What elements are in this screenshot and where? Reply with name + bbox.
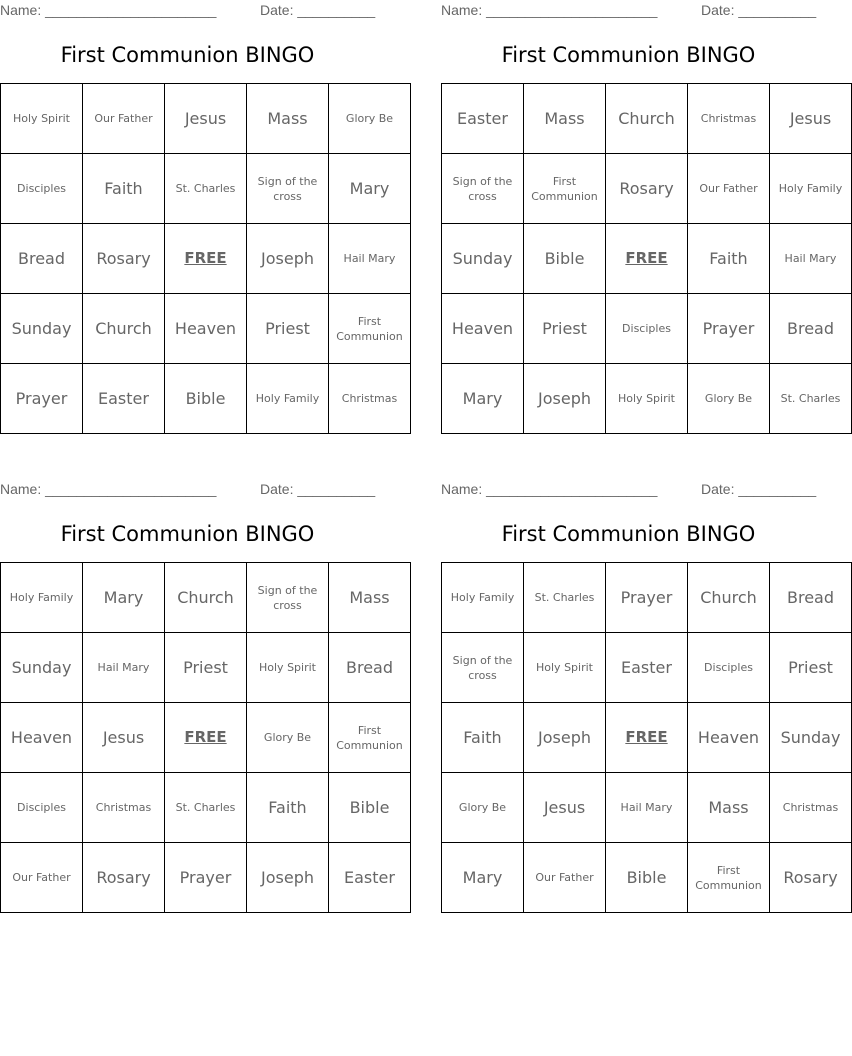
bingo-cell: Mass	[688, 773, 770, 843]
grid-row	[442, 294, 852, 364]
bingo-cell: Hail Mary	[83, 633, 165, 703]
grid-row	[442, 364, 852, 434]
bingo-cell: Heaven	[1, 703, 83, 773]
bingo-cell: Church	[165, 563, 247, 633]
bingo-cell: Priest	[165, 633, 247, 703]
bingo-cell: Easter	[606, 633, 688, 703]
free-cell: FREE	[165, 703, 247, 773]
bingo-cell: Glory Be	[329, 84, 411, 154]
bingo-cell: Jesus	[524, 773, 606, 843]
grid-row	[442, 154, 852, 224]
name-field: Name: ______________________	[0, 481, 217, 497]
grid-row	[1, 773, 411, 843]
bingo-cell: Bread	[770, 563, 852, 633]
bingo-cell: Disciples	[1, 773, 83, 843]
card-header	[441, 481, 816, 499]
bingo-cell: Easter	[329, 843, 411, 913]
bingo-card-2	[441, 0, 843, 440]
bingo-cell: Rosary	[770, 843, 852, 913]
grid-row	[442, 633, 852, 703]
bingo-grid	[0, 562, 411, 913]
card-title: First Communion BINGO	[501, 522, 756, 546]
bingo-cell: St. Charles	[165, 154, 247, 224]
bingo-cell: First Communion	[329, 703, 411, 773]
bingo-cell: Faith	[83, 154, 165, 224]
bingo-cell: First Communion	[524, 154, 606, 224]
bingo-cell: Christmas	[329, 364, 411, 434]
bingo-cell: Rosary	[83, 843, 165, 913]
bingo-cell: Faith	[247, 773, 329, 843]
bingo-cell: Mary	[329, 154, 411, 224]
bingo-cell: Priest	[247, 294, 329, 364]
bingo-grid	[441, 562, 852, 913]
grid-row	[442, 84, 852, 154]
bingo-cell: Holy Family	[442, 563, 524, 633]
bingo-card-4	[441, 479, 841, 919]
bingo-cell: Christmas	[770, 773, 852, 843]
bingo-cell: Our Father	[688, 154, 770, 224]
bingo-cell: Holy Family	[247, 364, 329, 434]
grid-row	[442, 563, 852, 633]
bingo-cell: Heaven	[688, 703, 770, 773]
bingo-cell: Glory Be	[442, 773, 524, 843]
bingo-cell: Holy Family	[770, 154, 852, 224]
bingo-cell: Sunday	[442, 224, 524, 294]
bingo-cell: Rosary	[83, 224, 165, 294]
bingo-cell: St. Charles	[165, 773, 247, 843]
free-cell: FREE	[165, 224, 247, 294]
bingo-cell: Sign of the cross	[442, 154, 524, 224]
grid-row	[1, 703, 411, 773]
bingo-cell: Joseph	[247, 843, 329, 913]
bingo-cell: Holy Spirit	[247, 633, 329, 703]
bingo-cell: Bible	[606, 843, 688, 913]
grid-row	[1, 84, 411, 154]
card-title: First Communion BINGO	[60, 43, 315, 67]
bingo-cell: Church	[83, 294, 165, 364]
bingo-cell: Bible	[524, 224, 606, 294]
bingo-cell: Heaven	[165, 294, 247, 364]
bingo-card-1	[0, 0, 403, 440]
bingo-cell: Sunday	[770, 703, 852, 773]
bingo-cell: Joseph	[524, 364, 606, 434]
bingo-cell: Prayer	[1, 364, 83, 434]
bingo-cell: Faith	[442, 703, 524, 773]
bingo-cell: Mass	[524, 84, 606, 154]
card-title: First Communion BINGO	[60, 522, 315, 546]
bingo-cell: Holy Spirit	[606, 364, 688, 434]
bingo-cell: St. Charles	[770, 364, 852, 434]
free-cell: FREE	[606, 224, 688, 294]
bingo-cell: Hail Mary	[606, 773, 688, 843]
bingo-cell: Sign of the cross	[247, 154, 329, 224]
bingo-cell: First Communion	[329, 294, 411, 364]
grid-row	[1, 294, 411, 364]
bingo-cell: Prayer	[606, 563, 688, 633]
date-field: Date: __________	[260, 481, 376, 497]
grid-row	[442, 843, 852, 913]
bingo-cell: Glory Be	[247, 703, 329, 773]
bingo-cell: Prayer	[165, 843, 247, 913]
bingo-cell: Glory Be	[688, 364, 770, 434]
grid-row	[1, 364, 411, 434]
bingo-card-3	[0, 479, 403, 919]
grid-row	[1, 563, 411, 633]
bingo-cell: Joseph	[524, 703, 606, 773]
grid-row	[442, 773, 852, 843]
bingo-cell: Bread	[1, 224, 83, 294]
date-field: Date: __________	[701, 481, 817, 497]
bingo-grid	[0, 83, 411, 434]
bingo-cell: Disciples	[606, 294, 688, 364]
bingo-cell: Mary	[442, 364, 524, 434]
name-field: Name: ______________________	[0, 2, 217, 18]
bingo-cell: Sign of the cross	[442, 633, 524, 703]
bingo-cell: Sunday	[1, 633, 83, 703]
bingo-cell: Mary	[442, 843, 524, 913]
bingo-cell: Priest	[524, 294, 606, 364]
bingo-cell: Holy Spirit	[524, 633, 606, 703]
bingo-cell: Faith	[688, 224, 770, 294]
grid-row	[442, 224, 852, 294]
bingo-cell: Rosary	[606, 154, 688, 224]
bingo-cell: Mass	[247, 84, 329, 154]
bingo-cell: Disciples	[1, 154, 83, 224]
name-field: Name: ______________________	[441, 2, 658, 18]
bingo-cell: Jesus	[770, 84, 852, 154]
bingo-cell: Holy Spirit	[1, 84, 83, 154]
bingo-cell: Disciples	[688, 633, 770, 703]
free-cell: FREE	[606, 703, 688, 773]
date-field: Date: __________	[260, 2, 376, 18]
card-title: First Communion BINGO	[501, 43, 756, 67]
bingo-cell: Our Father	[1, 843, 83, 913]
grid-row	[1, 224, 411, 294]
bingo-cell: Easter	[83, 364, 165, 434]
grid-row	[1, 154, 411, 224]
bingo-cell: Heaven	[442, 294, 524, 364]
name-field: Name: ______________________	[441, 481, 658, 497]
date-field: Date: __________	[701, 2, 817, 18]
bingo-cell: Sign of the cross	[247, 563, 329, 633]
bingo-cell: Church	[606, 84, 688, 154]
bingo-cell: Christmas	[83, 773, 165, 843]
bingo-cell: Mary	[83, 563, 165, 633]
bingo-cell: Church	[688, 563, 770, 633]
grid-row	[1, 633, 411, 703]
bingo-cell: Jesus	[165, 84, 247, 154]
bingo-cell: St. Charles	[524, 563, 606, 633]
bingo-cell: Jesus	[83, 703, 165, 773]
bingo-cell: Mass	[329, 563, 411, 633]
bingo-cell: Bible	[165, 364, 247, 434]
bingo-grid	[441, 83, 852, 434]
bingo-cell: Easter	[442, 84, 524, 154]
bingo-cell: First Communion	[688, 843, 770, 913]
card-header	[441, 2, 816, 20]
bingo-cell: Bread	[770, 294, 852, 364]
bingo-cell: Christmas	[688, 84, 770, 154]
grid-row	[442, 703, 852, 773]
bingo-cell: Bread	[329, 633, 411, 703]
bingo-cell: Priest	[770, 633, 852, 703]
card-header	[0, 481, 375, 499]
bingo-cell: Holy Family	[1, 563, 83, 633]
bingo-cell: Hail Mary	[329, 224, 411, 294]
bingo-cell: Our Father	[524, 843, 606, 913]
grid-row	[1, 843, 411, 913]
bingo-cell: Prayer	[688, 294, 770, 364]
card-header	[0, 2, 375, 20]
bingo-cell: Our Father	[83, 84, 165, 154]
bingo-cell: Hail Mary	[770, 224, 852, 294]
bingo-cell: Bible	[329, 773, 411, 843]
bingo-cell: Sunday	[1, 294, 83, 364]
bingo-cell: Joseph	[247, 224, 329, 294]
